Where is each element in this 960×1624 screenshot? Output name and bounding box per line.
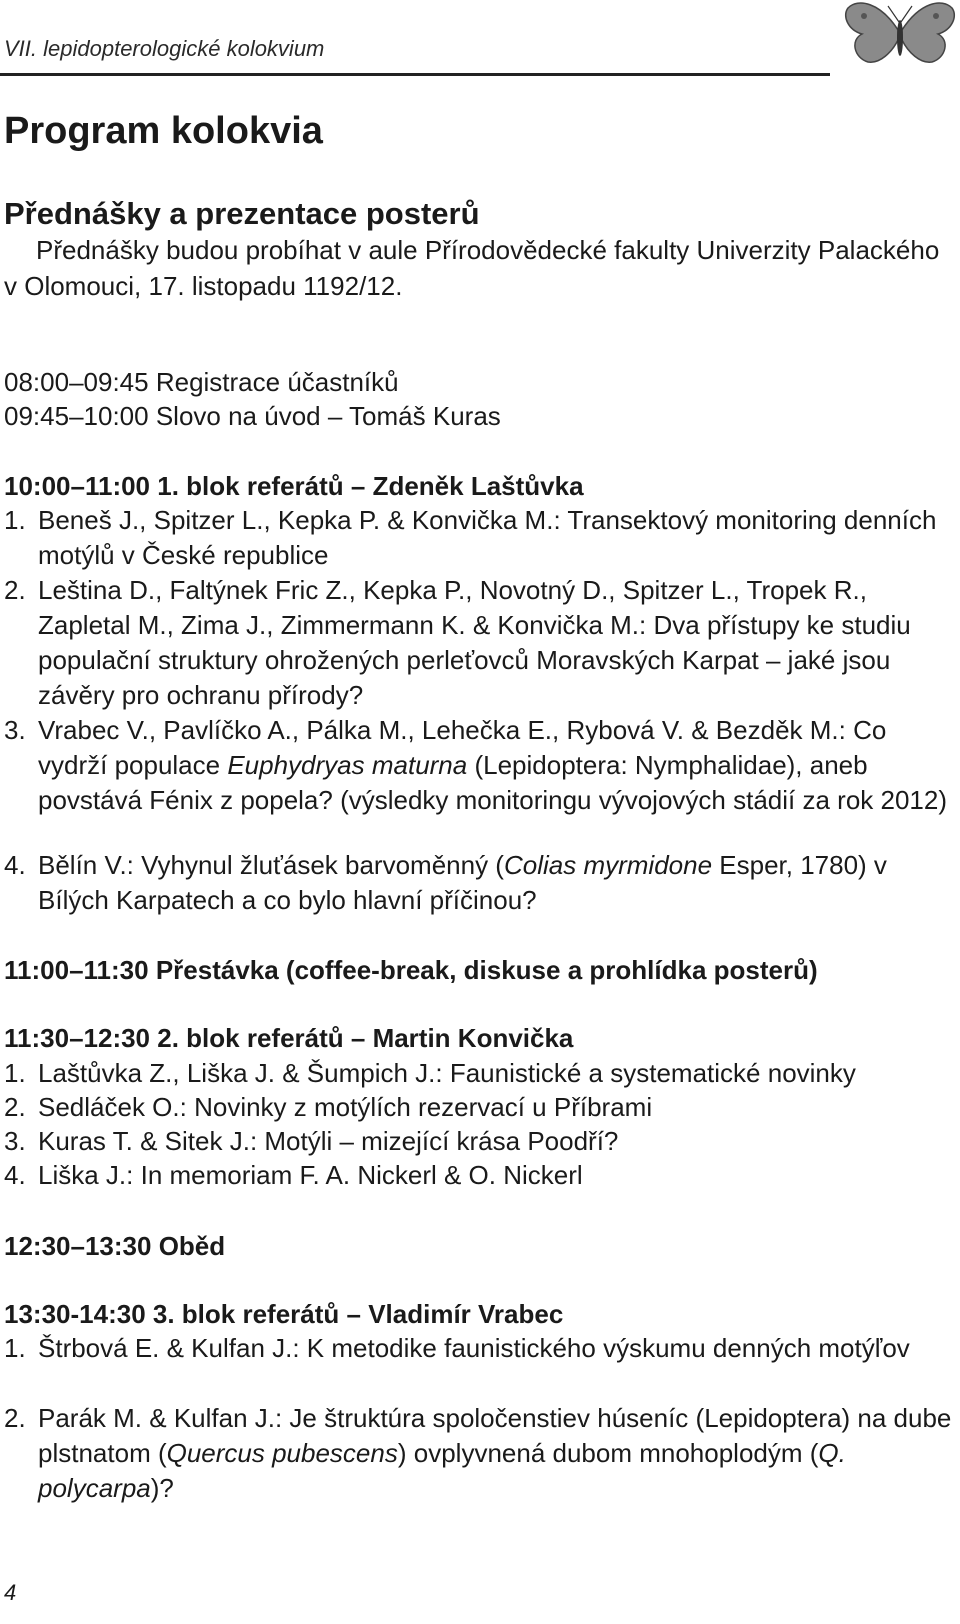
schedule-row xyxy=(4,398,501,434)
item-authors: Leština D., Faltýnek Fric Z., Kepka P., Novotný D., Spitzer L., Tropek R., Zapletal M., Zima J., Zimmermann K. & Konvička M. xyxy=(38,575,867,640)
schedule-text: Registrace účastníků xyxy=(155,367,399,397)
item-title-cont: ) ovplyvnená dubom mnohoplodým ( xyxy=(397,1438,819,1468)
header-title: VII. lepidopterologické kolokvium xyxy=(4,36,325,61)
item-title: : Dva přístupy ke studiu populační struktury ohrožených perleťovců Moravských Karpat – jaké jsou závěry pro ochranu přírody? xyxy=(38,610,911,710)
item-title: : Je štruktúra spoločenstiev húseníc (Lepidoptera) na dube plstnatom ( xyxy=(38,1403,952,1468)
schedule-text: 3. blok referátů – Vladimír Vrabec xyxy=(152,1299,564,1329)
list-item xyxy=(4,713,954,818)
item-authors: Laštůvka Z., Liška J. & Šumpich J. xyxy=(38,1058,436,1088)
schedule-time: 10:00–11:00 xyxy=(4,471,151,501)
schedule-text: Přestávka (coffee-break, diskuse a prohlídka posterů) xyxy=(155,955,818,985)
intro-text: Přednášky budou probíhat v aule Přírodovědecké fakulty Univerzity Palackého v Olomouci, 17. listopadu 1192/12. xyxy=(4,235,940,301)
item-title: : In memoriam F. A. Nickerl & O. Nickerl xyxy=(126,1160,583,1190)
species-name: Euphydryas maturna xyxy=(227,750,468,780)
schedule-time: 09:45–10:00 xyxy=(4,401,149,431)
item-authors: Sedláček O. xyxy=(38,1092,180,1122)
list-item xyxy=(4,1124,954,1159)
item-number: 2. xyxy=(4,575,26,605)
list-item xyxy=(4,1090,954,1125)
item-title-cont: (Lepidoptera: Nymphalidae), aneb povstává Fénix z popela? (výsledky monitoringu vývojových stádií za rok 2012) xyxy=(38,750,947,815)
list-item xyxy=(4,503,954,573)
item-authors: Bělín V. xyxy=(38,850,127,880)
list-item xyxy=(4,1331,954,1366)
list-item xyxy=(4,573,954,713)
item-authors: Štrbová E. & Kulfan J. xyxy=(38,1333,293,1363)
item-number: 4. xyxy=(4,850,26,880)
item-title: : Vyhynul žluťásek barvoměnný ( xyxy=(126,850,504,880)
schedule-row xyxy=(4,1228,225,1264)
schedule-row xyxy=(4,364,399,400)
schedule-text: 2. blok referátů – Martin Konvička xyxy=(157,1023,574,1053)
schedule-row xyxy=(4,468,584,504)
item-authors: Kuras T. & Sitek J. xyxy=(38,1126,250,1156)
list-item xyxy=(4,1158,954,1193)
species-name: Q. polycarpa xyxy=(38,1438,846,1503)
schedule-row xyxy=(4,1296,563,1332)
butterfly-icon xyxy=(840,0,960,76)
intro-paragraph xyxy=(4,232,954,304)
item-authors: Parák M. & Kulfan J. xyxy=(38,1403,275,1433)
schedule-time: 13:30-14:30 xyxy=(4,1299,146,1329)
item-number: 4. xyxy=(4,1160,26,1190)
section-title: Přednášky a prezentace posterů xyxy=(4,196,480,231)
header-rule xyxy=(0,73,830,76)
item-title: : Faunistické a systematické novinky xyxy=(435,1058,856,1088)
item-number: 3. xyxy=(4,715,26,745)
list-item xyxy=(4,1401,954,1506)
item-number: 2. xyxy=(4,1403,26,1433)
schedule-text: 1. blok referátů – Zdeněk Laštůvka xyxy=(157,471,584,501)
item-title-end: )? xyxy=(150,1473,174,1503)
schedule-time: 12:30–13:30 xyxy=(4,1231,152,1261)
list-item xyxy=(4,848,954,918)
schedule-text: Slovo na úvod – Tomáš Kuras xyxy=(155,401,501,431)
item-title: : Motýli – mizející krása Poodří? xyxy=(249,1126,619,1156)
item-title: : Transektový monitoring denních motýlů v České republice xyxy=(38,505,937,570)
page-number: 4 xyxy=(4,1580,17,1605)
schedule-time: 11:30–12:30 xyxy=(4,1023,151,1053)
item-title: : Novinky z motýlích rezervací u Příbrami xyxy=(179,1092,653,1122)
item-title: : K metodike faunistického výskumu denných motýľov xyxy=(292,1333,910,1363)
species-name: Colias myrmidone xyxy=(503,850,713,880)
item-authors: Vrabec V., Pavlíčko A., Pálka M., Lehečka E., Rybová V. & Bezděk M. xyxy=(38,715,839,745)
item-number: 1. xyxy=(4,505,26,535)
item-number: 1. xyxy=(4,1333,26,1363)
list-item xyxy=(4,1056,954,1091)
schedule-row xyxy=(4,1020,573,1056)
item-title-cont: Esper, 1780) v Bílých Karpatech a co bylo hlavní příčinou? xyxy=(38,850,887,915)
schedule-text: Oběd xyxy=(158,1231,226,1261)
item-number: 2. xyxy=(4,1092,26,1122)
species-name: Quercus pubescens xyxy=(166,1438,398,1468)
schedule-time: 11:00–11:30 xyxy=(4,955,149,985)
page-title: Program kolokvia xyxy=(4,110,323,152)
item-authors: Beneš J., Spitzer L., Kepka P. & Konvička M. xyxy=(38,505,554,535)
item-number: 1. xyxy=(4,1058,26,1088)
item-title: : Co vydrží populace xyxy=(38,715,887,780)
item-authors: Liška J. xyxy=(38,1160,127,1190)
schedule-row xyxy=(4,952,818,988)
item-number: 3. xyxy=(4,1126,26,1156)
schedule-time: 08:00–09:45 xyxy=(4,367,149,397)
